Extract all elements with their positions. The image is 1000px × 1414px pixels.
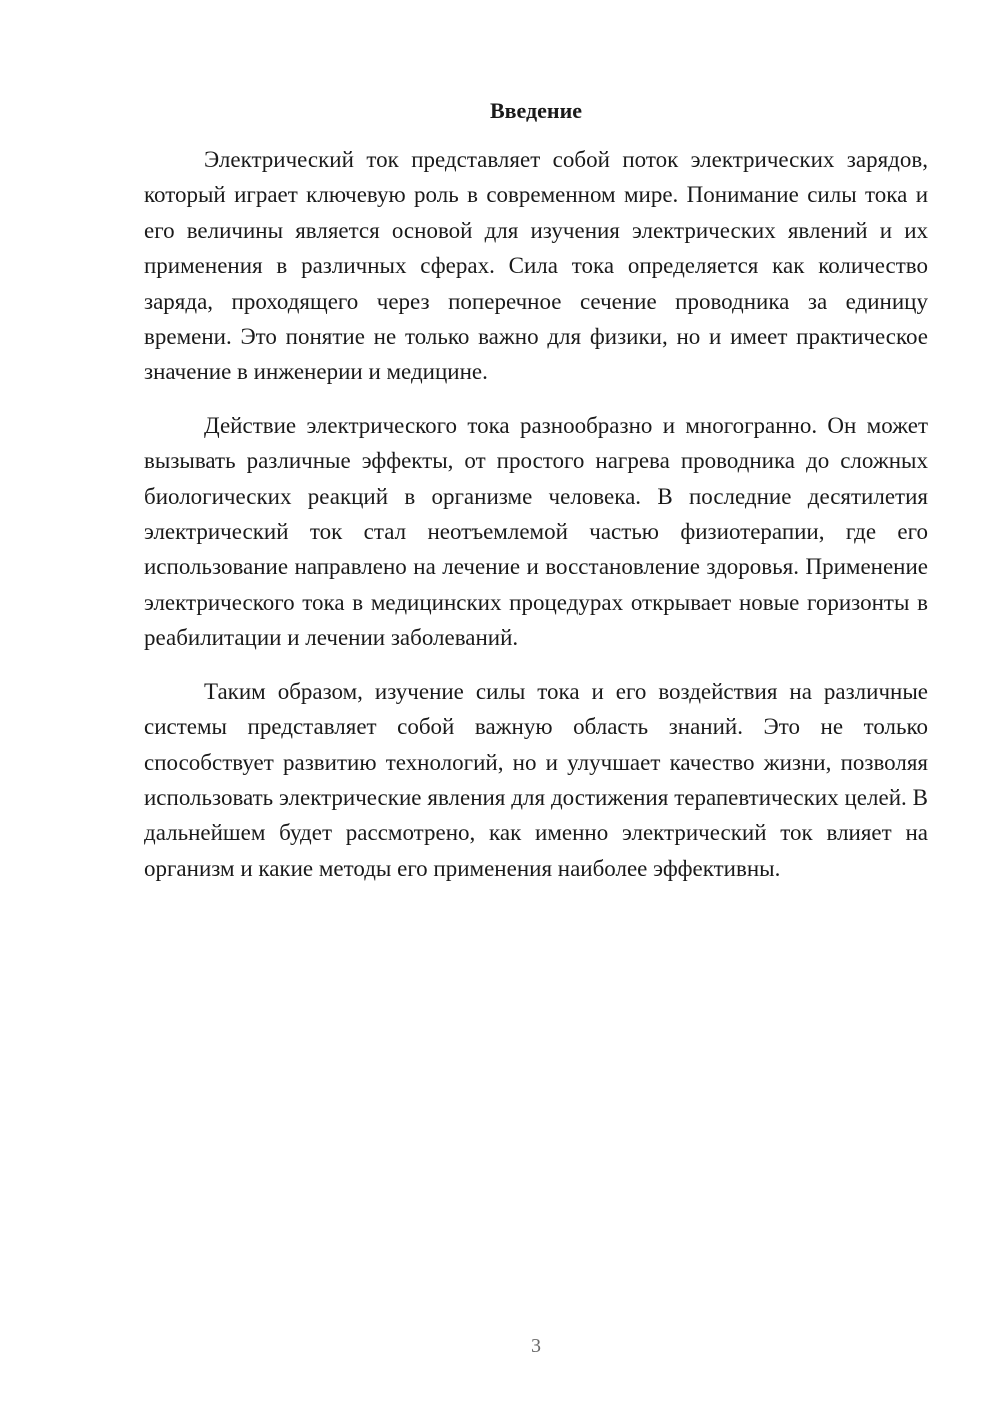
paragraph-3: Таким образом, изучение силы тока и его воздействия на различные системы представляет собой важную область знаний. Это не только способствует развитию технологий, но и улучшает качество жизни, позволяя использовать электрические явления для достижения терапевтических целей. В дальнейшем будет рассмотрено, как именно электрический ток влияет на организм и какие методы его применения наиболее эффективны. [144,678,928,881]
section-title: Введение [489,98,583,123]
page-number: 3 [531,1335,541,1357]
paragraph-2: Действие электрического тока разнообразно и многогранно. Он может вызывать различные эффекты, от простого нагрева проводника до сложных биологических реакций в организме человека. В последние десятилетия электрический ток стал неотъемлемой частью физиотерапии, где его использование направлено на лечение и восстановление здоровья. Применение электрического тока в медицинских процедурах открывает новые горизонты в реабилитации и лечении заболеваний. [144,412,928,651]
paragraph-1: Электрический ток представляет собой поток электрических зарядов, который играет ключевую роль в современном мире. Понимание силы тока и его величины является основой для изучения электрических явлений и их применения в различных сферах. Сила тока определяется как количество заряда, проходящего через поперечное сечение проводника за единицу времени. Это понятие не только важно для физики, но и имеет практическое значение в инженерии и медицине. [144,147,928,385]
body-text [144,142,928,904]
